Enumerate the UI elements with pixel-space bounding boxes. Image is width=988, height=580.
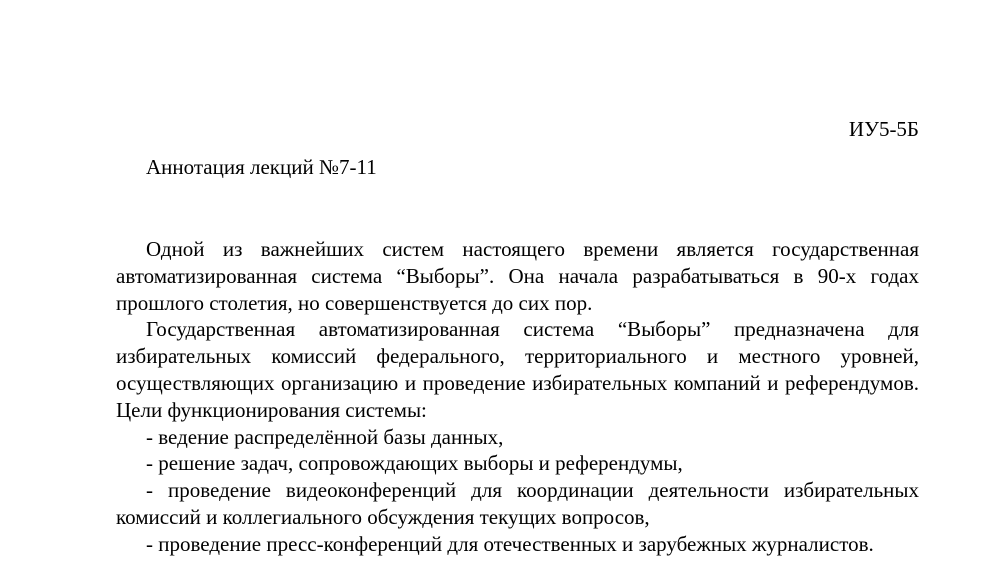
list-item-tasks: - решение задач, сопровождающих выборы и референдумы, <box>146 451 683 476</box>
document-title: Аннотация лекций №7-11 <box>146 155 377 179</box>
group-label: ИУ5-5Б <box>848 117 919 141</box>
list-item-press-conferences: - проведение пресс-конференций для отечественных и зарубежных журналистов. <box>146 531 874 556</box>
paragraph-purpose: Государственная автоматизированная система “Выборы” предназначена для избирательных комиссий федерального, территориального и местного уровней, осуществляющих организацию и проведение избирательных компаний и референдумов. Цели функционирования системы: <box>116 317 919 422</box>
paragraph-intro: Одной из важнейших систем настоящего времени является государственная автоматизированная система “Выборы”. Она начала разрабатываться в 90-х годах прошлого столетия, но совершенствуется до сих пор. <box>116 237 919 315</box>
list-item-videoconferences: - проведение видеоконференций для координации деятельности избирательных комиссий и коллегиального обсуждения текущих вопросов, <box>116 478 919 529</box>
document-body <box>116 236 919 558</box>
list-item-database: - ведение распределённой базы данных, <box>146 424 504 449</box>
